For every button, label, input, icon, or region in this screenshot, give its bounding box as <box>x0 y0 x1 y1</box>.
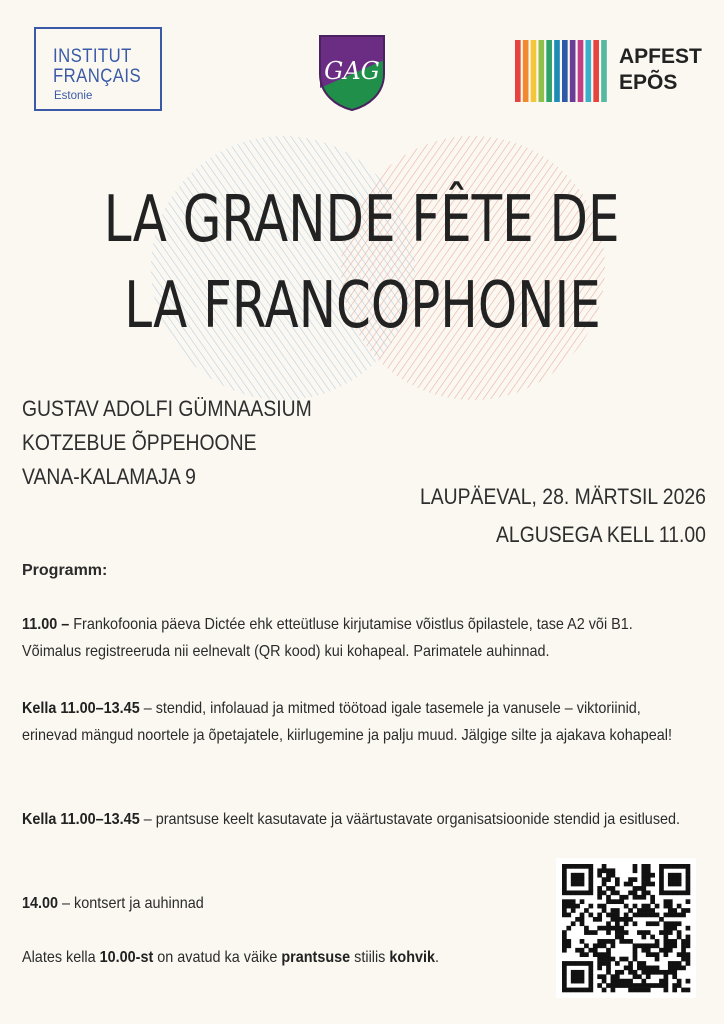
cafe-style: prantsuse <box>281 949 351 966</box>
apfest-line-2: EPÕS <box>619 71 678 94</box>
cafe-text-end: . <box>435 949 440 966</box>
program-item-4-time: 14.00 <box>22 895 59 912</box>
apfest-bar <box>578 40 584 102</box>
program-item-4-text: – kontsert ja auhinnad <box>58 895 204 912</box>
apfest-bar <box>554 40 560 102</box>
cafe-word: kohvik <box>389 949 436 966</box>
cafe-text-mid2: stiilis <box>350 949 390 966</box>
venue-block <box>22 392 351 494</box>
apfest-bar <box>586 40 592 102</box>
program-item-1-time: 11.00 – <box>22 616 70 633</box>
apfest-bar <box>593 40 599 102</box>
program-item-1 <box>22 611 712 665</box>
venue-line-1: GUSTAV ADOLFI GÜMNAASIUM <box>22 396 312 421</box>
apfest-bar <box>539 40 545 102</box>
gag-logo-text: GAG <box>324 57 380 85</box>
program-item-1-text: Frankofoonia päeva Dictée ehk etteütluse kirjutamise võistlus õpilastele, tase A2 või B1. Võimalus registreeruda nii eelnevalt (QR kood) kui kohapeal. Parimatele auhinnad. <box>22 616 633 660</box>
institut-francais-logo <box>34 27 162 111</box>
title-line-1: LA GRANDE FÊTE DE <box>104 183 620 257</box>
logo-line-1: INSTITUT <box>53 46 132 67</box>
venue-line-3: VANA-KALAMAJA 9 <box>22 464 196 489</box>
program-item-2 <box>22 695 712 749</box>
program-item-2-time: Kella 11.00–13.45 <box>22 700 140 717</box>
logo-line-2: FRANÇAIS <box>53 66 142 87</box>
program-item-3 <box>22 806 712 833</box>
logo-line-3: Estonie <box>54 90 93 102</box>
program-heading: Programm: <box>22 562 108 579</box>
apfest-bar <box>546 40 552 102</box>
apfest-logo-text <box>619 44 702 96</box>
cafe-text-pre: Alates kella <box>22 949 100 966</box>
venue-line-2: KOTZEBUE ÕPPEHOONE <box>22 430 257 455</box>
cafe-time: 10.00-st <box>99 949 154 966</box>
apfest-bar <box>515 40 521 102</box>
title-line-2: LA FRANCOPHONIE <box>123 269 601 343</box>
date-block <box>381 478 706 554</box>
apfest-bar <box>562 40 568 102</box>
date-line-1: LAUPÄEVAL, 28. MÄRTSIL 2026 <box>420 484 706 509</box>
apfest-bar <box>601 40 607 102</box>
program-item-2-text: – stendid, infolauad ja mitmed töötoad igale tasemele ja vanusele – viktoriinid, erinevad mängud noortele ja õpetajatele, kiirlugemine ja palju muud. Jälgige silte ja ajakava kohapeal! <box>22 700 673 744</box>
apfest-bar <box>570 40 576 102</box>
apfest-bar <box>523 40 529 102</box>
cafe-text-mid1: on avatud ka väike <box>153 949 282 966</box>
gag-school-logo <box>316 30 388 112</box>
apfest-bar <box>531 40 537 102</box>
qr-modules <box>562 864 690 992</box>
registration-qr-code[interactable] <box>556 858 696 998</box>
program-item-3-time: Kella 11.00–13.45 <box>22 811 140 828</box>
apfest-line-1: APFEST <box>619 45 702 68</box>
date-line-2: ALGUSEGA KELL 11.00 <box>496 522 706 547</box>
red-circle <box>341 136 605 400</box>
program-item-3-text: – prantsuse keelt kasutavate ja väärtustavate organisatsioonide stendid ja esitlused. <box>139 811 681 828</box>
apfest-bars-logo <box>515 40 609 102</box>
